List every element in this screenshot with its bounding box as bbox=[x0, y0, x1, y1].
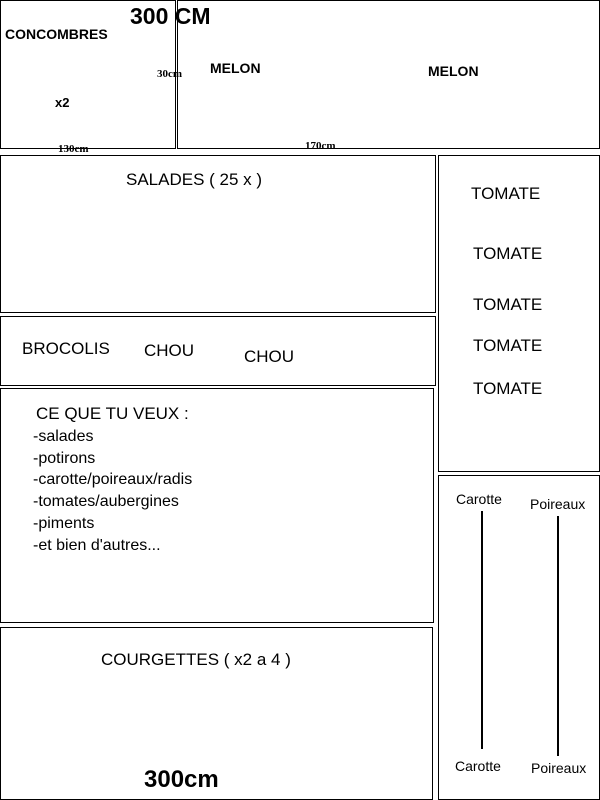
total-width-label: 300 CM bbox=[130, 3, 211, 29]
carotte-top-label: Carotte bbox=[456, 491, 502, 507]
tomate-label-5: TOMATE bbox=[473, 379, 543, 398]
poireaux-top-label: Poireaux bbox=[530, 496, 586, 512]
list-item: -potirons bbox=[33, 449, 96, 467]
plot-carotte-poireaux bbox=[438, 475, 600, 800]
concombres-depth-label: 30cm bbox=[157, 68, 183, 80]
poireaux-row-line bbox=[557, 516, 559, 756]
list-item: -et bien d'autres... bbox=[33, 536, 161, 554]
concombres-label: CONCOMBRES bbox=[5, 26, 108, 42]
free-choice-list bbox=[33, 426, 192, 556]
poireaux-bottom-label: Poireaux bbox=[531, 760, 587, 776]
brocolis-label: BROCOLIS bbox=[22, 339, 110, 358]
carotte-row-line bbox=[481, 511, 483, 749]
concombres-count: x2 bbox=[55, 95, 70, 110]
list-item: -carotte/poireaux/radis bbox=[33, 471, 193, 489]
courgettes-width-label: 300cm bbox=[144, 766, 219, 793]
carotte-bottom-label: Carotte bbox=[455, 758, 501, 774]
list-item: -salades bbox=[33, 428, 94, 445]
salades-label: SALADES ( 25 x ) bbox=[126, 170, 263, 189]
melon-label-2: MELON bbox=[428, 63, 479, 79]
concombres-width-label: 130cm bbox=[58, 143, 89, 155]
tomate-label-1: TOMATE bbox=[471, 184, 541, 203]
melon-width-label: 170cm bbox=[305, 140, 336, 152]
list-item: -piments bbox=[33, 514, 95, 532]
courgettes-label: COURGETTES ( x2 a 4 ) bbox=[101, 650, 291, 669]
chou-label-1: CHOU bbox=[144, 341, 195, 360]
tomate-label-2: TOMATE bbox=[473, 244, 543, 263]
tomate-label-4: TOMATE bbox=[473, 336, 543, 355]
chou-label-2: CHOU bbox=[244, 347, 295, 366]
melon-label-1: MELON bbox=[210, 60, 261, 76]
tomate-label-3: TOMATE bbox=[473, 295, 543, 314]
list-item: -tomates/aubergines bbox=[33, 493, 179, 511]
free-choice-title: CE QUE TU VEUX : bbox=[36, 404, 189, 423]
